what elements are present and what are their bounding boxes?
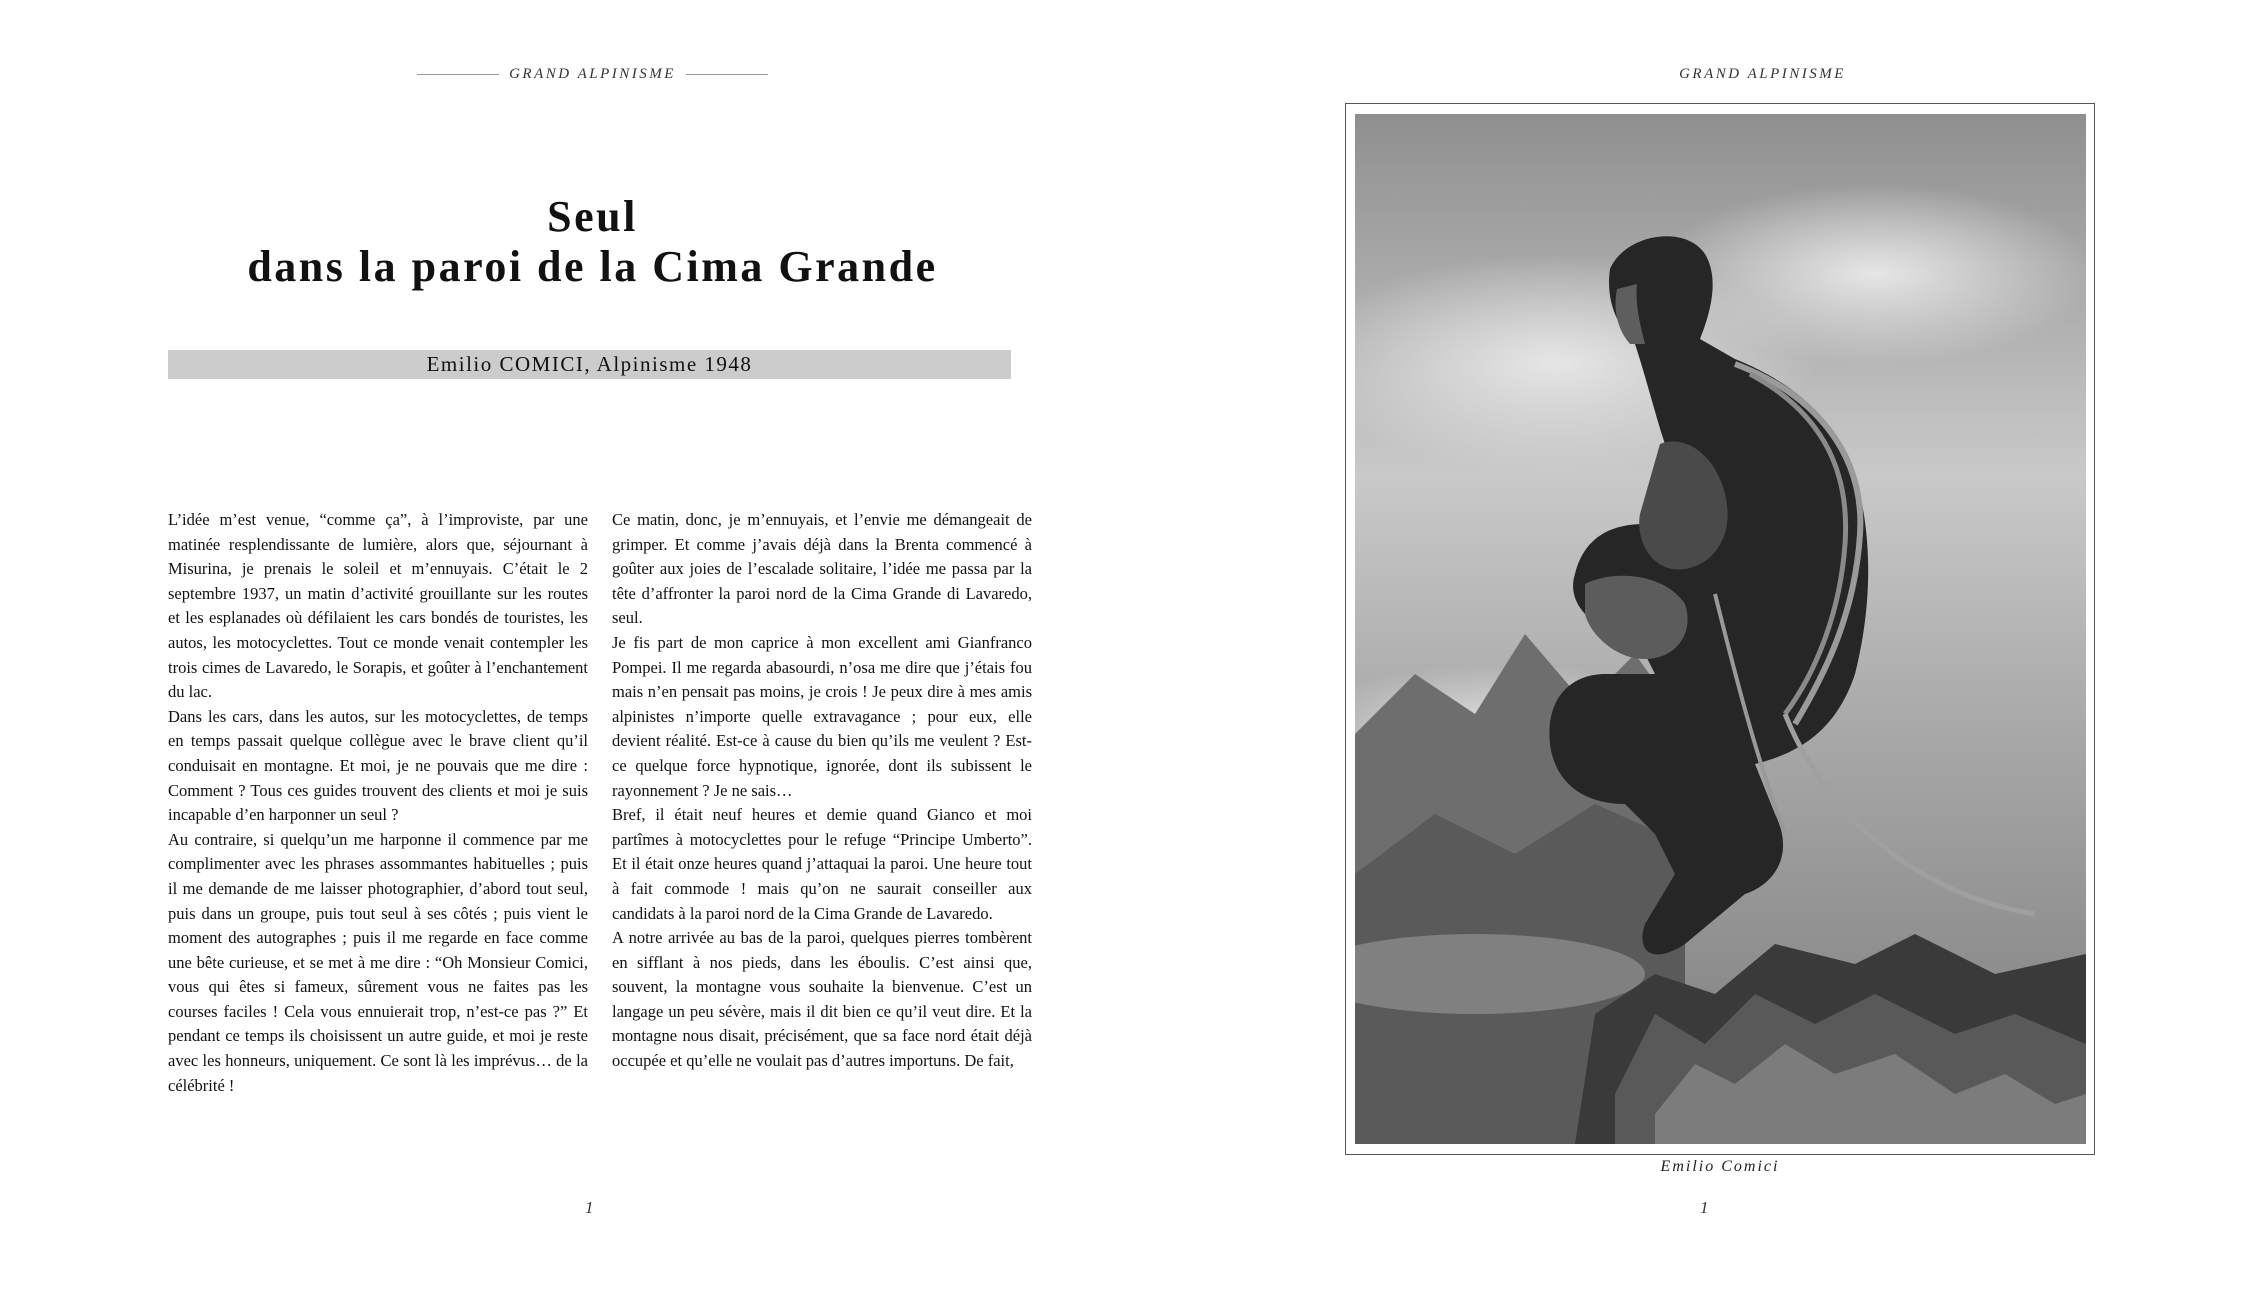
climber-photo [1355,114,2086,1144]
paragraph: A notre arrivée au bas de la paroi, quelques pierres tombèrent en sifflant à nos pieds, dans les éboulis. C’est ainsi que, souvent, la montagne vous souhaite la bienvenue. C’est un langage un peu sévère, mais il dit bien ce qu’il veut dire. Et la montagne nous disait, précisément, que sa face nord était déjà occupée et qu’elle ne voulait pas d’autres importuns. De fait, [612,928,1032,1071]
paragraph: L’idée m’est venue, “comme ça”, à l’improviste, par une matinée resplendissante de lumière, alors que, séjournant à Misurina, je prenais le soleil et m’ennuyais. C’était le 2 septembre 1937, un matin d’activité grouillante sur les routes et les esplanades où défilaient les cars bondés de touristes, les autos, les motocyclettes. Tout ce monde venait contempler les trois cimes de Lavaredo, le Sorapis, et goûter à l’enchantement du lac. [168,510,588,702]
running-head-text: GRAND ALPINISME [509,66,676,82]
paragraph: Je fis part de mon caprice à mon excellent ami Gianfranco Pompei. Il me regarda abasourdi, n’osa me dire que j’étais fou mais n’en pensait pas moins, je crois ! Je peux dire à mes amis alpinistes n’importe quelle extravagance ; pour eux, elle devient réalité. Est-ce à cause du bien qu’ils me veulent ? Est-ce quelque force hypnotique, ignorée, dont ils subissent le rayonnement ? Je ne sais… [612,632,1032,800]
paragraph: Ce matin, donc, je m’ennuyais, et l’envie me démangeait de grimper. Et comme j’avais déjà dans la Brenta commencé à goûter aux joies de l’escalade solitaire, l’idée me passa par la tête d’affronter la paroi nord de la Cima Grande di Lavaredo, seul. [612,510,1032,628]
title-line-2: dans la paroi de la Cima Grande [247,242,938,291]
running-head [170,66,1015,83]
right-page [1122,0,2244,1294]
photo-frame [1345,103,2095,1155]
photo-caption: Emilio Comici [1660,1158,1780,1175]
rule-left [417,74,499,75]
paragraph: Au contraire, si quelqu’un me harponne il commence par me complimenter avec les phrases assommantes habituelles ; puis il me demande de me laisser photographier, d’abord tout seul, puis dans un groupe, puis tout seul à ses côtés ; puis vient le moment des autographes ; puis il me regarde en face comme une bête curieuse, et se met à me dire : “Oh Monsieur Comici, vous qui êtes si fameux, sûrement vous ne faites pas les courses faciles ! Cela vous ennuierait trop, n’est-ce pas ?” Et pendant ce temps ils choisissent un autre guide, et moi je reste avec les honneurs, uniquement. Ce sont là les imprévus… de la célébrité ! [168,829,588,1095]
byline-text: Emilio COMICI, Alpinisme 1948 [426,352,753,376]
byline-bar [168,350,1011,379]
page-number: 1 [1700,1198,1709,1217]
text-column-1 [168,508,588,1098]
paragraph: Bref, il était neuf heures et demie quand Gianco et moi partîmes à motocyclettes pour le refuge “Principe Umberto”. Et il était onze heures quand j’attaquai la paroi. Une heure tout à fait commode ! mais qu’on ne saurait conseiller aux candidats à la paroi nord de la Cima Grande de Lavaredo. [612,805,1032,923]
title-line-1: Seul [547,192,638,241]
running-head-text: GRAND ALPINISME [1679,66,1846,82]
rule-right [686,74,768,75]
article-title [170,192,1015,292]
page-number: 1 [585,1198,594,1217]
paragraph: Dans les cars, dans les autos, sur les motocyclettes, de temps en temps passait quelque collègue avec le brave client qu’il conduisait en montagne. Et moi, je ne pouvais que me dire : Comment ? Tous ces guides trouvent des clients et moi je suis incapable d’en harponner un seul ? [168,706,588,825]
running-head [1340,66,2185,83]
text-column-2 [612,508,1032,1074]
